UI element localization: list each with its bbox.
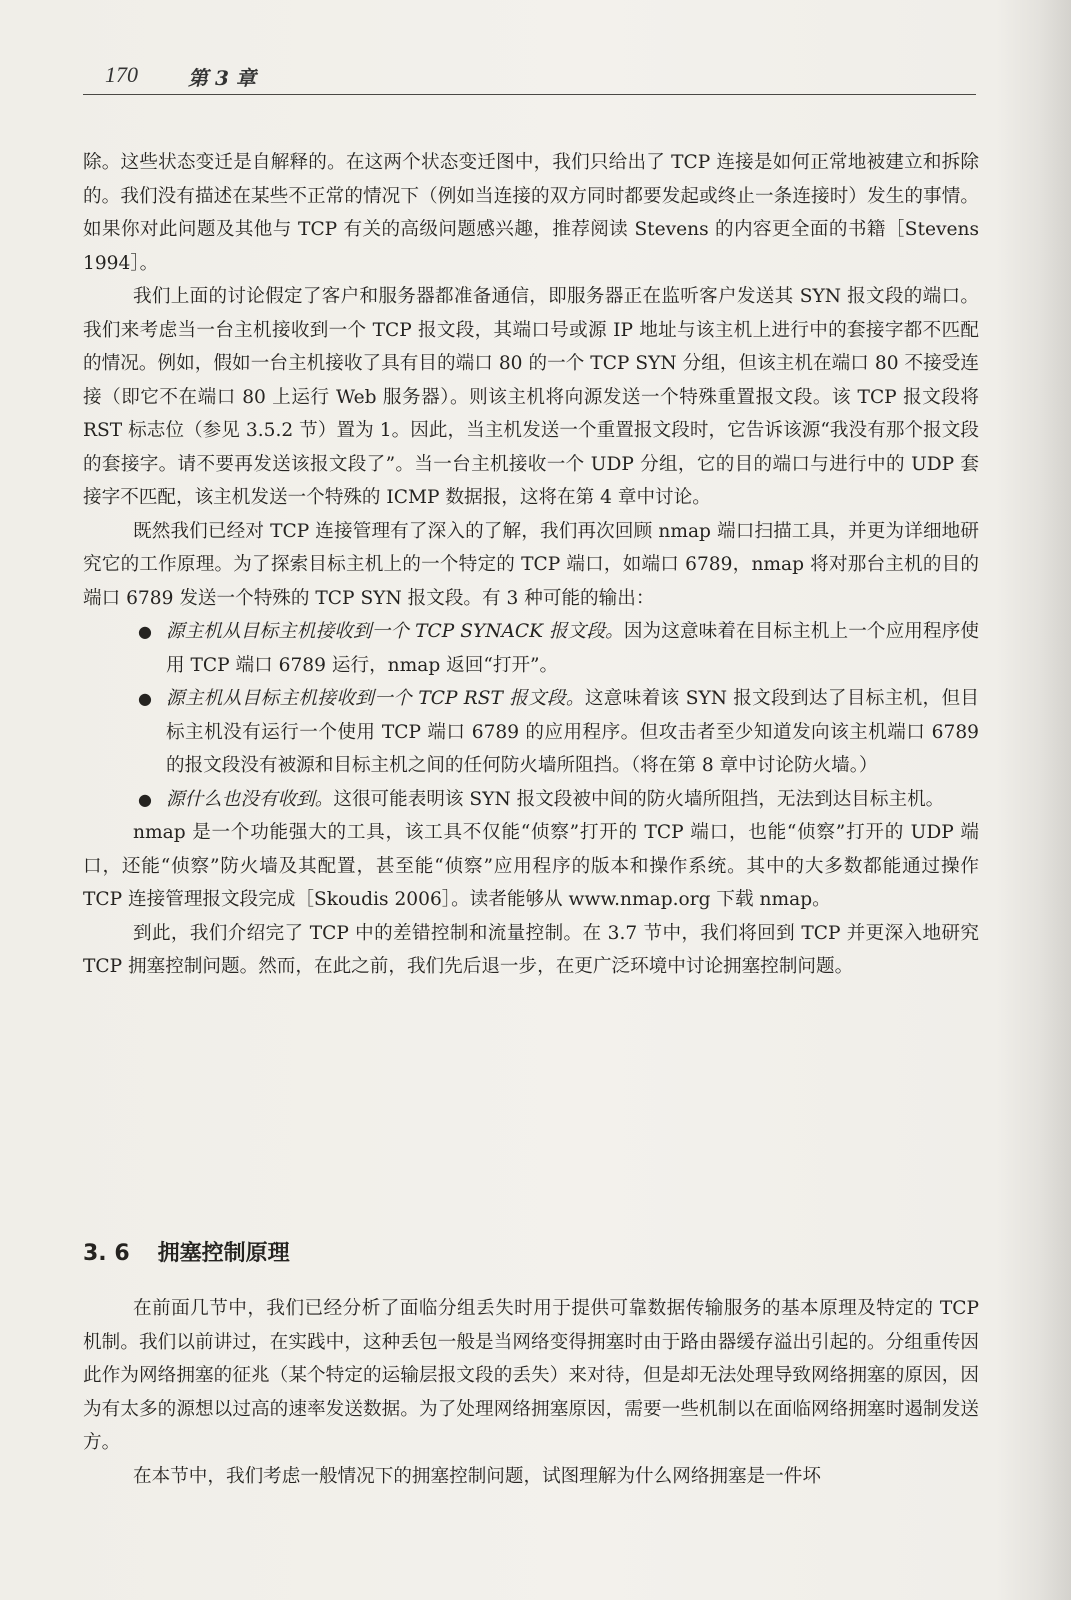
bullet-lead: 源主机从目标主机接收到一个 TCP SYNACK 报文段。 bbox=[166, 621, 624, 642]
bullet-list bbox=[83, 615, 979, 816]
chapter-label: 第 3 章 bbox=[188, 66, 256, 90]
paragraph: 在本节中，我们考虑一般情况下的拥塞控制问题，试图理解为什么网络拥塞是一件坏 bbox=[133, 1465, 821, 1487]
body-text-bottom bbox=[83, 1292, 979, 1493]
section-number: 3. 6 bbox=[83, 1241, 130, 1266]
bullet-lead: 源什么也没有收到。 bbox=[166, 788, 334, 810]
paragraph: 我们上面的讨论假定了客户和服务器都准备通信，即服务器正在监听客户发送其 SYN 报文段的端口。我们来考虑当一台主机接收到一个 TCP 报文段，其端口号或源 IP 地址与该主机上进行中的套接字都不匹配的情况。例如，假如一台主机接收了具有目的端口 80 的一个 TCP SYN 分组，但该主机在端口 80 不接受连接（即它不在端口 80 上运行 Web 服务器）。则该主机将向源发送一个特殊重置报文段。该 TCP 报文段将 RST 标志位（参见 3.5.2 节）置为 1。因此，当主机发送一个重置报文段时，它告诉该源“我没有那个报文段的套接字。请不要再发送该报文段了”。当一台主机接收一个 UDP 分组，它的目的端口与进行中的 UDP 套接字不匹配，该主机发送一个特殊的 ICMP 数据报，这将在第 4 章中讨论。 bbox=[83, 286, 979, 508]
bullet-text: 这很可能表明该 SYN 报文段被中间的防火墙所阻挡，无法到达目标主机。 bbox=[333, 788, 945, 810]
list-item bbox=[83, 682, 979, 783]
section-heading bbox=[83, 1236, 290, 1267]
page-number: 170 bbox=[105, 62, 138, 87]
list-item bbox=[83, 783, 979, 817]
paragraph: 既然我们已经对 TCP 连接管理有了深入的了解，我们再次回顾 nmap 端口扫描工具，并更为详细地研究它的工作原理。为了探索目标主机上的一个特定的 TCP 端口，如端口 6789，nmap 将对那台主机的目的端口 6789 发送一个特殊的 TCP SYN 报文段。有 3 种可能的输出： bbox=[83, 520, 979, 609]
bullet-icon: ● bbox=[138, 689, 152, 708]
paragraph: nmap 是一个功能强大的工具，该工具不仅能“侦察”打开的 TCP 端口，也能“侦察”打开的 UDP 端口，还能“侦察”防火墙及其配置，甚至能“侦察”应用程序的版本和操作系统。其中的大多数都能通过操作 TCP 连接管理报文段完成［Skoudis 2006］。读者能够从 www.nmap.org 下载 nmap。 bbox=[83, 822, 979, 910]
bullet-text: 这意味着该 SYN 报文段到达了目标主机，但目标主机没有运行一个使用 TCP 端口 6789 的应用程序。但攻击者至少知道发向该主机端口 6789 的报文段没有被源和目标主机之间的任何防火墙所阻挡。（将在第 8 章中讨论防火墙。） bbox=[166, 688, 979, 776]
list-item bbox=[83, 615, 979, 682]
body-text-top bbox=[83, 146, 979, 984]
section-title: 拥塞控制原理 bbox=[157, 1241, 290, 1266]
bullet-lead: 源主机从目标主机接收到一个 TCP RST 报文段。 bbox=[166, 688, 585, 709]
bullet-text: 因为这意味着在目标主机上一个应用程序使用 TCP 端口 6789 运行，nmap 返回“打开”。 bbox=[166, 621, 979, 676]
bullet-icon: ● bbox=[138, 789, 152, 809]
paragraph: 到此，我们介绍完了 TCP 中的差错控制和流量控制。在 3.7 节中，我们将回到 TCP 并更深入地研究 TCP 拥塞控制问题。然而，在此之前，我们先后退一步，在更广泛环境中讨论拥塞控制问题。 bbox=[83, 922, 979, 977]
page-header bbox=[83, 62, 976, 95]
paragraph: 除。这些状态变迁是自解释的。在这两个状态变迁图中，我们只给出了 TCP 连接是如何正常地被建立和拆除的。我们没有描述在某些不正常的情况下（例如当连接的双方同时都要发起或终止一条连接时）发生的事情。如果你对此问题及其他与 TCP 有关的高级问题感兴趣，推荐阅读 Stevens 的内容更全面的书籍［Stevens 1994］。 bbox=[83, 152, 979, 274]
bullet-icon: ● bbox=[138, 622, 152, 641]
paragraph: 在前面几节中，我们已经分析了面临分组丢失时用于提供可靠数据传输服务的基本原理及特定的 TCP 机制。我们以前讲过，在实践中，这种丢包一般是当网络变得拥塞时由于路由器缓存溢出引起的。分组重传因此作为网络拥塞的征兆（某个特定的运输层报文段的丢失）来对待，但是却无法处理导致网络拥塞的原因，因为有太多的源想以过高的速率发送数据。为了处理网络拥塞原因，需要一些机制以在面临网络拥塞时遏制发送方。 bbox=[83, 1298, 979, 1453]
